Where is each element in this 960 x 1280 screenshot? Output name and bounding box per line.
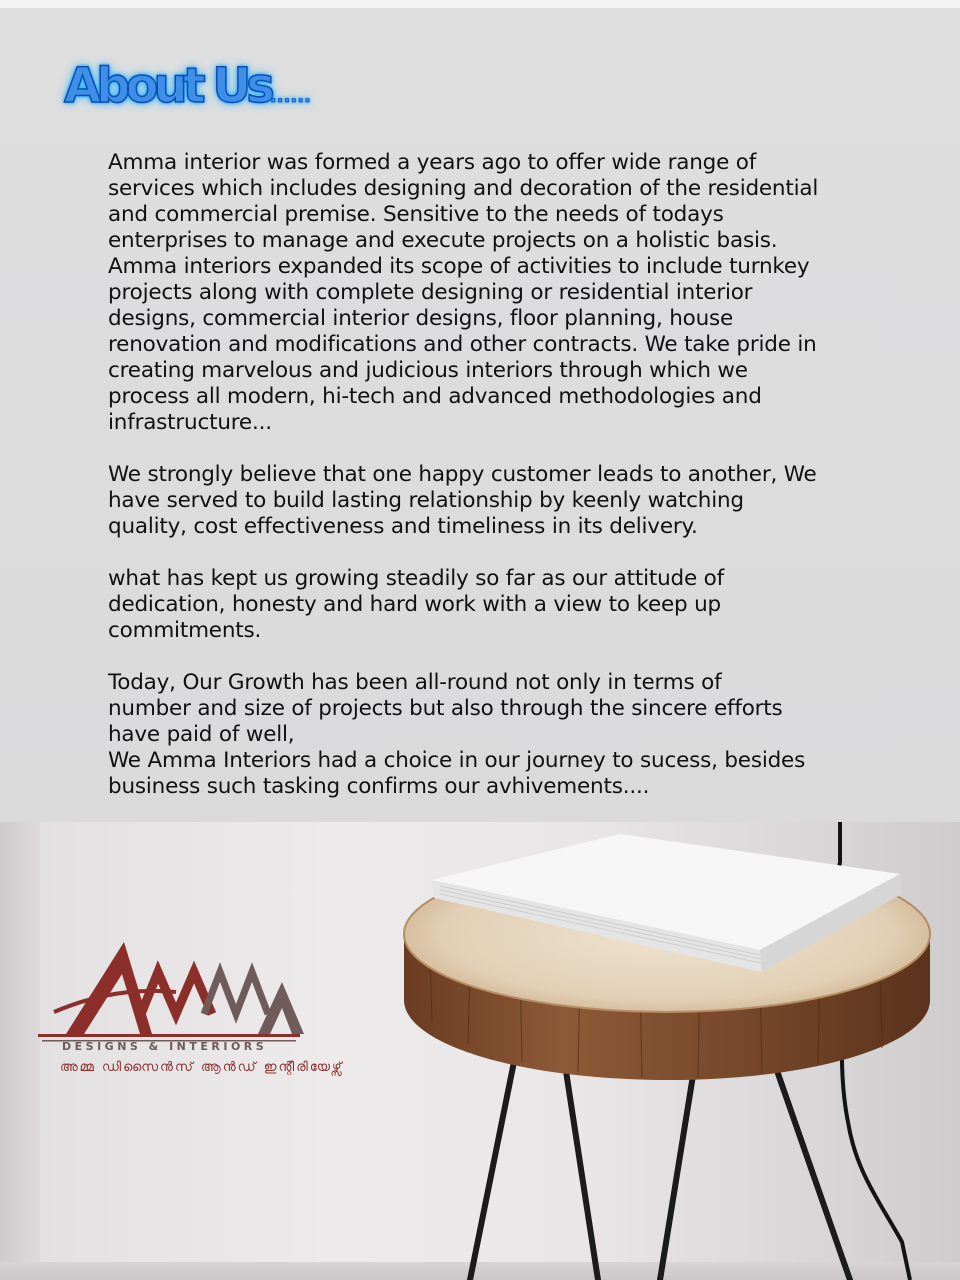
stool-photo: [0, 822, 960, 1280]
paragraph-line: creating marvelous and judicious interiors through which we: [108, 358, 748, 383]
paragraph-line: Amma interior was formed a years ago to offer wide range of: [108, 150, 757, 175]
paragraph-line: services which includes designing and decoration of the residential: [108, 176, 819, 201]
wooden-stool: [0, 822, 960, 1280]
paragraph-line: projects along with complete designing or residential interior: [108, 280, 753, 305]
paragraph-line: We strongly believe that one happy customer leads to another, We: [108, 462, 817, 487]
paragraph-line: business such tasking confirms our avhivements....: [108, 774, 650, 799]
about-paragraph: [108, 566, 868, 644]
paragraph-line: Today, Our Growth has been all-round not only in terms of: [108, 670, 722, 695]
about-paragraph: [108, 670, 868, 800]
paragraph-line: process all modern, hi-tech and advanced methodologies and: [108, 384, 762, 409]
logo-malayalam-text: അമ്മ ഡിസൈൻസ് ആൻഡ് ഇന്റീരിയേഴ്സ്: [60, 1060, 344, 1075]
paragraph-line: Amma interiors expanded its scope of activities to include turnkey: [108, 254, 810, 279]
logo-tagline: DESIGNS & INTERIORS: [62, 1040, 268, 1053]
paragraph-line: commitments.: [108, 618, 262, 643]
paragraph-line: renovation and modifications and other contracts. We take pride in: [108, 332, 817, 357]
paragraph-line: and commercial premise. Sensitive to the needs of todays: [108, 202, 724, 227]
paragraph-line: infrastructure...: [108, 410, 272, 435]
top-strip: [0, 0, 960, 8]
page-title-main: About Us: [64, 58, 270, 114]
paragraph-line: We Amma Interiors had a choice in our journey to sucess, besides: [108, 748, 806, 773]
paragraph-line: enterprises to manage and execute projects on a holistic basis.: [108, 228, 778, 253]
about-paragraph: [108, 462, 868, 540]
page-title: [64, 58, 311, 114]
about-paragraph: [108, 150, 868, 436]
paragraph-line: dedication, honesty and hard work with a view to keep up: [108, 592, 721, 617]
paragraph-line: designs, commercial interior designs, floor planning, house: [108, 306, 734, 331]
paragraph-line: quality, cost effectiveness and timeliness in its delivery.: [108, 514, 698, 539]
paragraph-line: number and size of projects but also through the sincere efforts: [108, 696, 783, 721]
page-title-dots: ......: [269, 86, 311, 107]
about-body: [108, 150, 868, 826]
paragraph-line: have paid of well,: [108, 722, 295, 747]
paragraph-line: have served to build lasting relationship by keenly watching: [108, 488, 744, 513]
paragraph-line: what has kept us growing steadily so far as our attitude of: [108, 566, 724, 591]
